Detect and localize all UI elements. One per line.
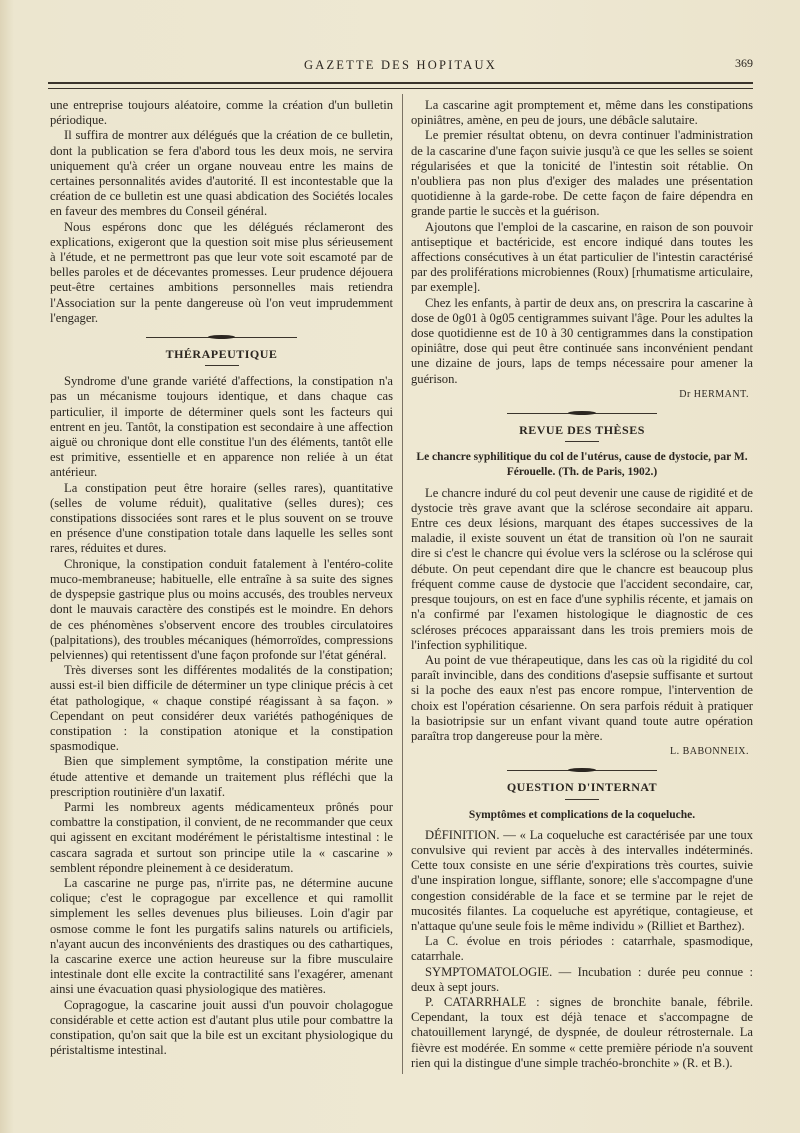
journal-title: GAZETTE DES HOPITAUX [304,58,497,72]
paragraph: La constipation peut être horaire (selles rares), quantitative (selles de volume réduit), qualitative (selles dures); ces constipations dissociées sont rares et le plus souvent on se trouve en présence d'une constipation totale dans laquelle les selles sont rares, réduites et dures. [50,480,393,556]
paragraph: Parmi les nombreux agents médicamenteux prônés pour combattre la constipation, il convient, de ne recommander que ceux qui agissent en excitant modérément le péristaltisme intestinal : le cascara sagrada et surtout son principe utile la « cascarine » semblent répondre pleinement à ce desideratum. [50,799,393,875]
right-column [411,98,753,1071]
paragraph: Le premier résultat obtenu, on devra continuer l'administration de la cascarine d'une façon suivie jusqu'à ce que les selles se soient régularisées et que la tonicité de l'intestin soit rétablie. On n'oubliera pas non plus d'exiger des malades une présentation quotidienne à la garde-robe. De cette façon de faire dépendra en grande partie le succès et la guérison. [411,128,753,219]
paragraph: Syndrome d'une grande variété d'affections, la constipation n'a pas un mécanisme toujours identique, et dans chaque cas particulier, il importe de déterminer quels sont les facteurs qui entrent en jeu. Tantôt, la constipation est secondaire à une affection aiguë ou chronique dont elle constitue l'un des éléments, tantôt elle est primitive, essentielle et en apparence non reliée à un état antérieur. [50,374,393,480]
column-divider [402,94,403,1074]
header-rule [48,82,753,84]
paragraph: Le chancre induré du col peut devenir une cause de rigidité et de dystocie très grave avant que la sclérose secondaire ait apparu. Entre ces deux lésions, marquant des étapes successives de la maladie, il existe souvent un état de transition où l'on ne saurait dire si c'est le chancre qui évolue vers la sclérose ou la sclérose qui débute. On peut cependant dire que le chancre est beaucoup plus fréquent comme cause de dystocie que l'accident secondaire, car, presque toujours, on est en face d'une syphilis récente, et jamais on n'a confirmé par l'examen histologique le diagnostic de ces scléroses précoces apparaissant dans les trois premiers mois de l'infection syphilitique. [411,485,753,652]
paragraph: Copragogue, la cascarine jouit aussi d'un pouvoir cholagogue considérable et cette action est d'autant plus utile pour combattre la constipation, qu'on sait que la bile est un excitant physiologique du péristaltisme intestinal. [50,997,393,1058]
section-title-revue-des-theses: REVUE DES THÈSES [519,423,645,438]
paragraph: SYMPTOMATOLOGIE. — Incubation : durée peu connue : deux à sept jours. [411,964,753,994]
paragraph: Nous espérons donc que les délégués réclameront des explications, exigeront que la question soit mise plus sérieusement à l'étude, et ne permettront pas que leur vote soit escamoté par de belles paroles et de décevantes promesses. Leur prudence déjouera peut-être certaines ambitions personnelles mais retiendra l'Association sur la pente dangereuse où l'on veut imprudemment l'engager. [50,219,393,325]
section-title-question-internat: QUESTION D'INTERNAT [506,780,658,795]
author-signature: L. BABONNEIX. [670,746,749,758]
paragraph: Chez les enfants, à partir de deux ans, on prescrira la cascarine à dose de 0g01 à 0g05 centigrammes suivant l'âge. Pour les adultes la dose quotidienne est de 10 à 30 centigrammes dans la constipation opiniâtre, dose qui peut être continuée sans inconvénient pendant une dizaine de jours, laps de temps nécessaire pour amener la guérison. [411,295,753,386]
paragraph: une entreprise toujours aléatoire, comme la création d'un bulletin périodique. [50,98,393,128]
paragraph: Ajoutons que l'emploi de la cascarine, en raison de son pouvoir antiseptique et bactéricide, est encore indiqué dans toutes les affections consécutives à un état particulier de l'intestin caractérisé par des proliférations microbiennes (Roux) [rhumatisme articulaire, par exemple]. [411,219,753,295]
paragraph: La C. évolue en trois périodes : catarrhale, spasmodique, catarrhale. [411,934,753,964]
section-title-therapeutique: THÉRAPEUTIQUE [165,347,278,362]
header-rule-thin [48,88,753,89]
ornament-divider [411,762,753,778]
paragraph: Bien que simplement symptôme, la constipation mérite une étude attentive et demande un traitement plus réfléchi que la prescription routinière d'un laxatif. [50,754,393,799]
section-rule [565,441,599,442]
paragraph: La cascarine ne purge pas, n'irrite pas, ne détermine aucune colique; c'est le copragogue par excellence et qui ramollit simplement les selles devenues plus bilieuses. Loin d'agir par osmose comme le font les purgatifs salins naturels ou artificiels, n'ayant aucun des inconvénients des drastiques ou des cathartiques, la cascarine exerce une action heureuse sur la fibre musculaire intestinale dont elle excite la contractilité sans l'exagérer, amenant ainsi une évacuation quasi physiologique des matières. [50,875,393,997]
page-header [48,58,753,78]
section-rule [205,365,239,366]
thesis-title: Le chancre syphilitique du col de l'utérus, cause de dystocie, par M. Férouelle. (Th. de Paris, 1902.) [416,451,748,479]
left-column [50,98,393,1058]
section-rule [565,799,599,800]
paragraph: Au point de vue thérapeutique, dans les cas où la rigidité du col paraît invincible, dans des conditions d'asepsie suffisante et surtout si la poche des eaux n'est pas encore rompue, l'intervention de choix est l'opération césarienne. On sera parfois réduit à pratiquer la basiotripsie sur un enfant vivant quand toute autre opération paraîtra trop dangereuse pour la mère. [411,652,753,743]
ornament-divider [411,405,753,421]
author-signature: Dr HERMANT. [679,388,749,400]
ornament-divider [50,329,393,345]
paragraph: P. CATARRHALE : signes de bronchite banale, fébrile. Cependant, la toux est déjà tenace et s'accompagne de chatouillement laryngé, de dyspnée, de douleur rétrosternale. La fièvre est modérée. En somme « cette première période n'a souvent rien qui la distingue d'une simple trachéo-bronchite » (R. et B.). [411,994,753,1070]
paragraph: Il suffira de montrer aux délégués que la création de ce bulletin, dont la publication se fera d'abord tous les deux mois, ne servira uniquement qu'à créer un organe nouveau entre les mains de certaines personnalités avides d'autorité. Il est incontestable que la création de ce bulletin est une quasi abdication des Sociétés locales en faveur des membres du Conseil général. [50,128,393,219]
paragraph: Très diverses sont les différentes modalités de la constipation; aussi est-il bien difficile de déterminer un type clinique précis à cet état pathologique, « chaque constipé réagissant à sa façon. » Cependant on peut considérer deux variétés pathogéniques de constipation : la constipation atonique et la constipation spasmodique. [50,663,393,754]
paragraph: Chronique, la constipation conduit fatalement à l'entéro-colite muco-membraneuse; habituelle, elle entraîne à sa suite des signes de dyspepsie gastrique plus ou moins accusés, des troubles nerveux dont le mauvais caractère des constipés est le moindre. En dehors de ces phénomènes s'observent encore des troubles circulatoires (palpitations), des troubles mécaniques (hémorroïdes, compressions pelviennes) qui retentissent d'une façon profonde sur l'état général. [50,556,393,662]
page-number: 369 [735,56,753,70]
question-subtitle: Symptômes et complications de la coqueluche. [468,808,696,821]
paragraph: La cascarine agit promptement et, même dans les constipations opiniâtres, amène, en peu de jours, une débâcle salutaire. [411,98,753,128]
paragraph: DÉFINITION. — « La coqueluche est caractérisée par une toux convulsive qui revient par accès à des intervalles indéterminés. Cette toux consiste en une série d'expirations très courtes, suivie d'une inspiration longue, sifflante, sonore; elle s'accompagne d'une congestion considérable de la face et se termine par le rejet de mucosités filantes. La coqueluche est apyrétique, contagieuse, et n'attaque qu'une seule fois le même individu » (Rilliet et Barthez). [411,827,753,933]
